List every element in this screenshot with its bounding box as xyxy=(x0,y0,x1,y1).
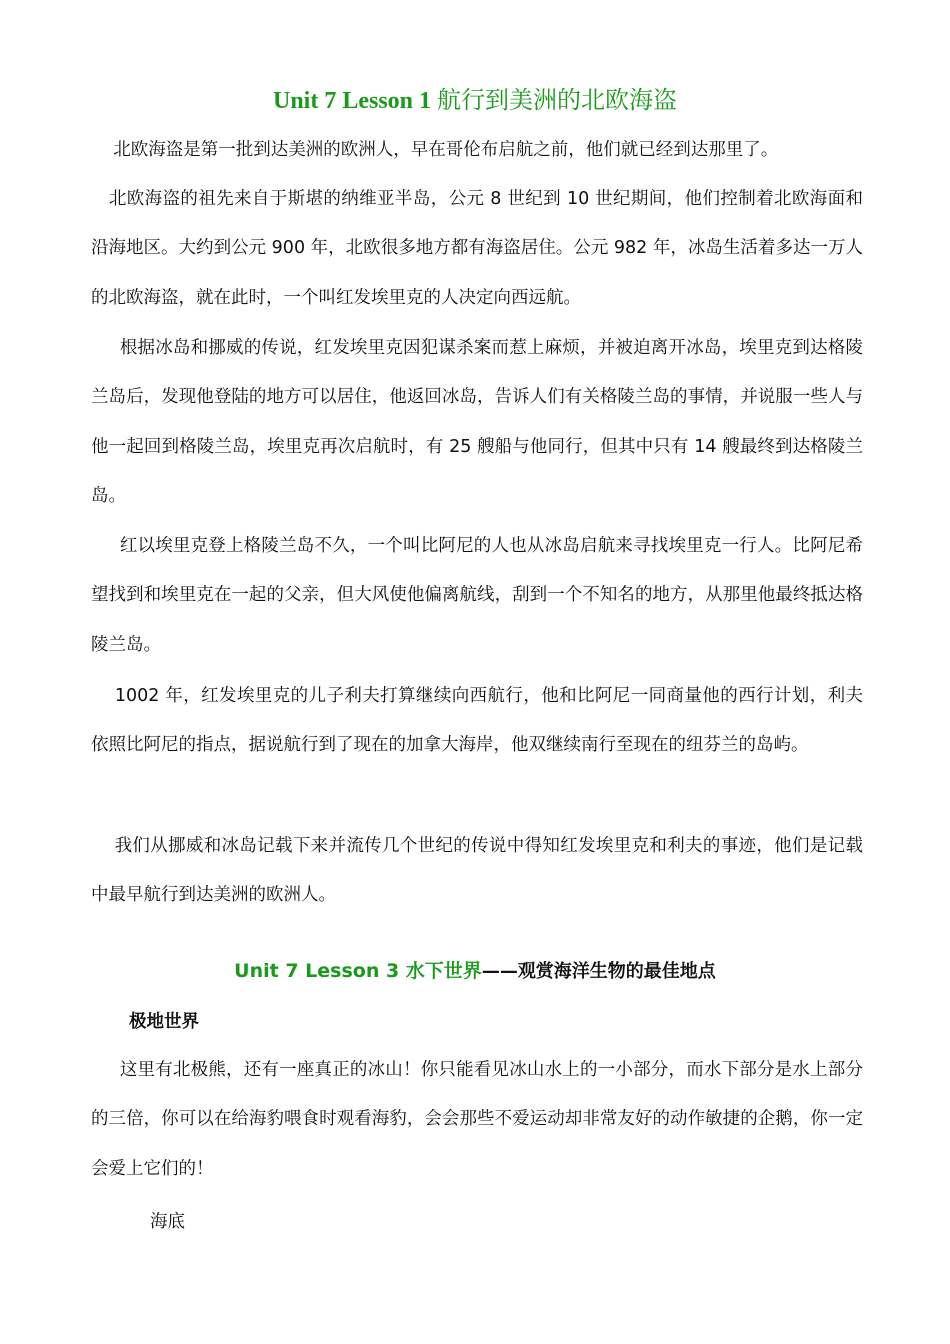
section2-title-en: Unit 7 Lesson 3 水下世界 xyxy=(234,960,482,982)
section1-title xyxy=(0,82,950,119)
section2-paragraph-1: 这里有北极熊，还有一座真正的冰山！你只能看见冰山水上的一小部分，而水下部分是水上部分的三倍，你可以在给海豹喂食时观看海豹，会会那些不爱运动却非常友好的动作敏捷的企鹅，你一定会爱上它们的！ xyxy=(91,1060,863,1179)
section1-paragraph-6: 我们从挪威和冰岛记载下来并流传几个世纪的传说中得知红发埃里克和利夫的事迹，他们是记载中最早航行到达美洲的欧洲人。 xyxy=(91,836,863,906)
section2-next-heading: 海底 xyxy=(150,1212,185,1232)
section1-paragraph-5: 1002 年，红发埃里克的儿子利夫打算继续向西航行，他和比阿尼一同商量他的西行计划，利夫依照比阿尼的指点，据说航行到了现在的加拿大海岸，他双继续南行至现在的纽芬兰的岛屿。 xyxy=(91,686,863,756)
section1-paragraph-2: 北欧海盗的祖先来自于斯堪的纳维亚半岛，公元 8 世纪到 10 世纪期间，他们控制着北欧海面和沿海地区。大约到公元 900 年，北欧很多地方都有海盗居住。公元 982 年，冰岛生活着多达一万人的北欧海盗，就在此时，一个叫红发埃里克的人决定向西远航。 xyxy=(91,189,863,308)
section2-subheading: 极地世界 xyxy=(129,1012,199,1032)
section1-title-cn: 航行到美洲的北欧海盗 xyxy=(437,86,678,114)
section1-paragraph-3: 根据冰岛和挪威的传说，红发埃里克因犯谋杀案而惹上麻烦，并被迫离开冰岛，埃里克到达格陵兰岛后，发现他登陆的地方可以居住，他返回冰岛，告诉人们有关格陵兰岛的事情，并说服一些人与他一起回到格陵兰岛，埃里克再次启航时，有 25 艘船与他同行，但其中只有 14 艘最终到达格陵兰岛。 xyxy=(91,338,863,507)
section1-paragraph-4: 红以埃里克登上格陵兰岛不久，一个叫比阿尼的人也从冰岛启航来寻找埃里克一行人。比阿尼希望找到和埃里克在一起的父亲，但大风使他偏离航线，刮到一个不知名的地方，从那里他最终抵达格陵兰岛。 xyxy=(91,536,863,655)
section2-title-rest: ——观赏海洋生物的最佳地点 xyxy=(481,961,716,982)
section1-title-en: Unit 7 Lesson 1 xyxy=(272,88,438,114)
section2-title xyxy=(0,953,950,990)
section1-paragraph-1: 北欧海盗是第一批到达美洲的欧洲人，早在哥伦布启航之前，他们就已经到达那里了。 xyxy=(91,140,779,160)
